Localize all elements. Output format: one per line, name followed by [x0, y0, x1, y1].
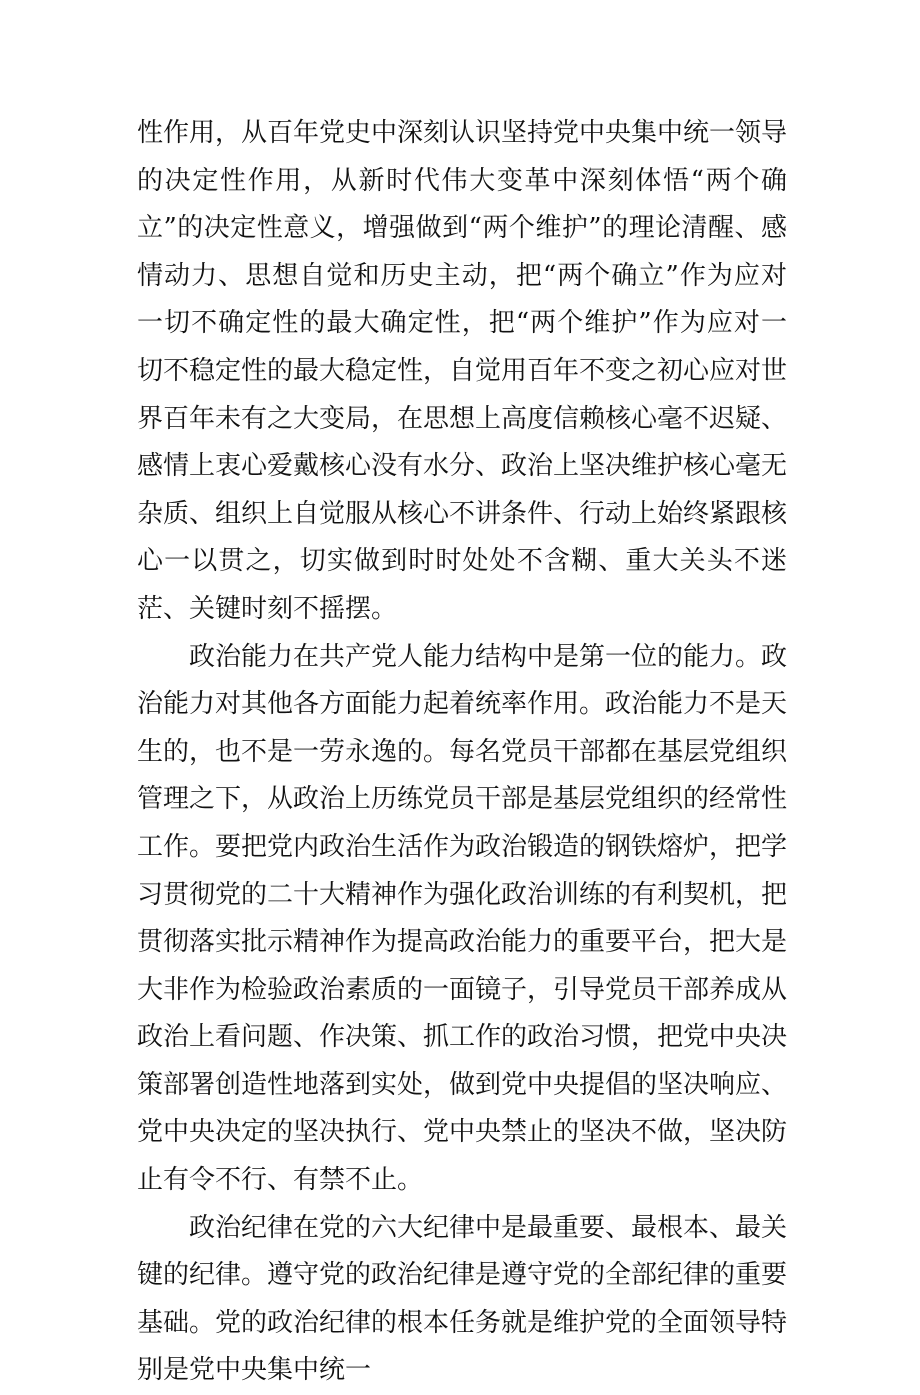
document-body: [137, 110, 787, 1395]
paragraph-1: 性作用，从百年党史中深刻认识坚持党中央集中统一领导的决定性作用，从新时代伟大变革中深刻体悟“两个确立”的决定性意义，增强做到“两个维护”的理论清醒、感情动力、思想自觉和历史主动，把“两个确立”作为应对一切不确定性的最大确定性，把“两个维护”作为应对一切不稳定性的最大稳定性，自觉用百年不变之初心应对世界百年未有之大变局，在思想上高度信赖核心毫不迟疑、感情上衷心爱戴核心没有水分、政治上坚决维护核心毫无杂质、组织上自觉服从核心不讲条件、行动上始终紧跟核心一以贯之，切实做到时时处处不含糊、重大关头不迷茫、关键时刻不摇摆。: [137, 118, 788, 624]
paragraph-2: 政治能力在共产党人能力结构中是第一位的能力。政治能力对其他各方面能力起着统率作用。政治能力不是天生的，也不是一劳永逸的。每名党员干部都在基层党组织管理之下，从政治上历练党员干部是基层党组织的经常性工作。要把党内政治生活作为政治锻造的钢铁熔炉，把学习贯彻党的二十大精神作为强化政治训练的有利契机，把贯彻落实批示精神作为提高政治能力的重要平台，把大是大非作为检验政治素质的一面镜子，引导党员干部养成从政治上看问题、作决策、抓工作的政治习惯，把党中央决策部署创造性地落到实处，做到党中央提倡的坚决响应、党中央决定的坚决执行、党中央禁止的坚决不做，坚决防止有令不行、有禁不止。: [137, 641, 788, 1196]
paragraph-3: 政治纪律在党的六大纪律中是最重要、最根本、最关键的纪律。遵守党的政治纪律是遵守党的全部纪律的重要基础。党的政治纪律的根本任务就是维护党的全面领导特别是党中央集中统一: [137, 1212, 788, 1386]
